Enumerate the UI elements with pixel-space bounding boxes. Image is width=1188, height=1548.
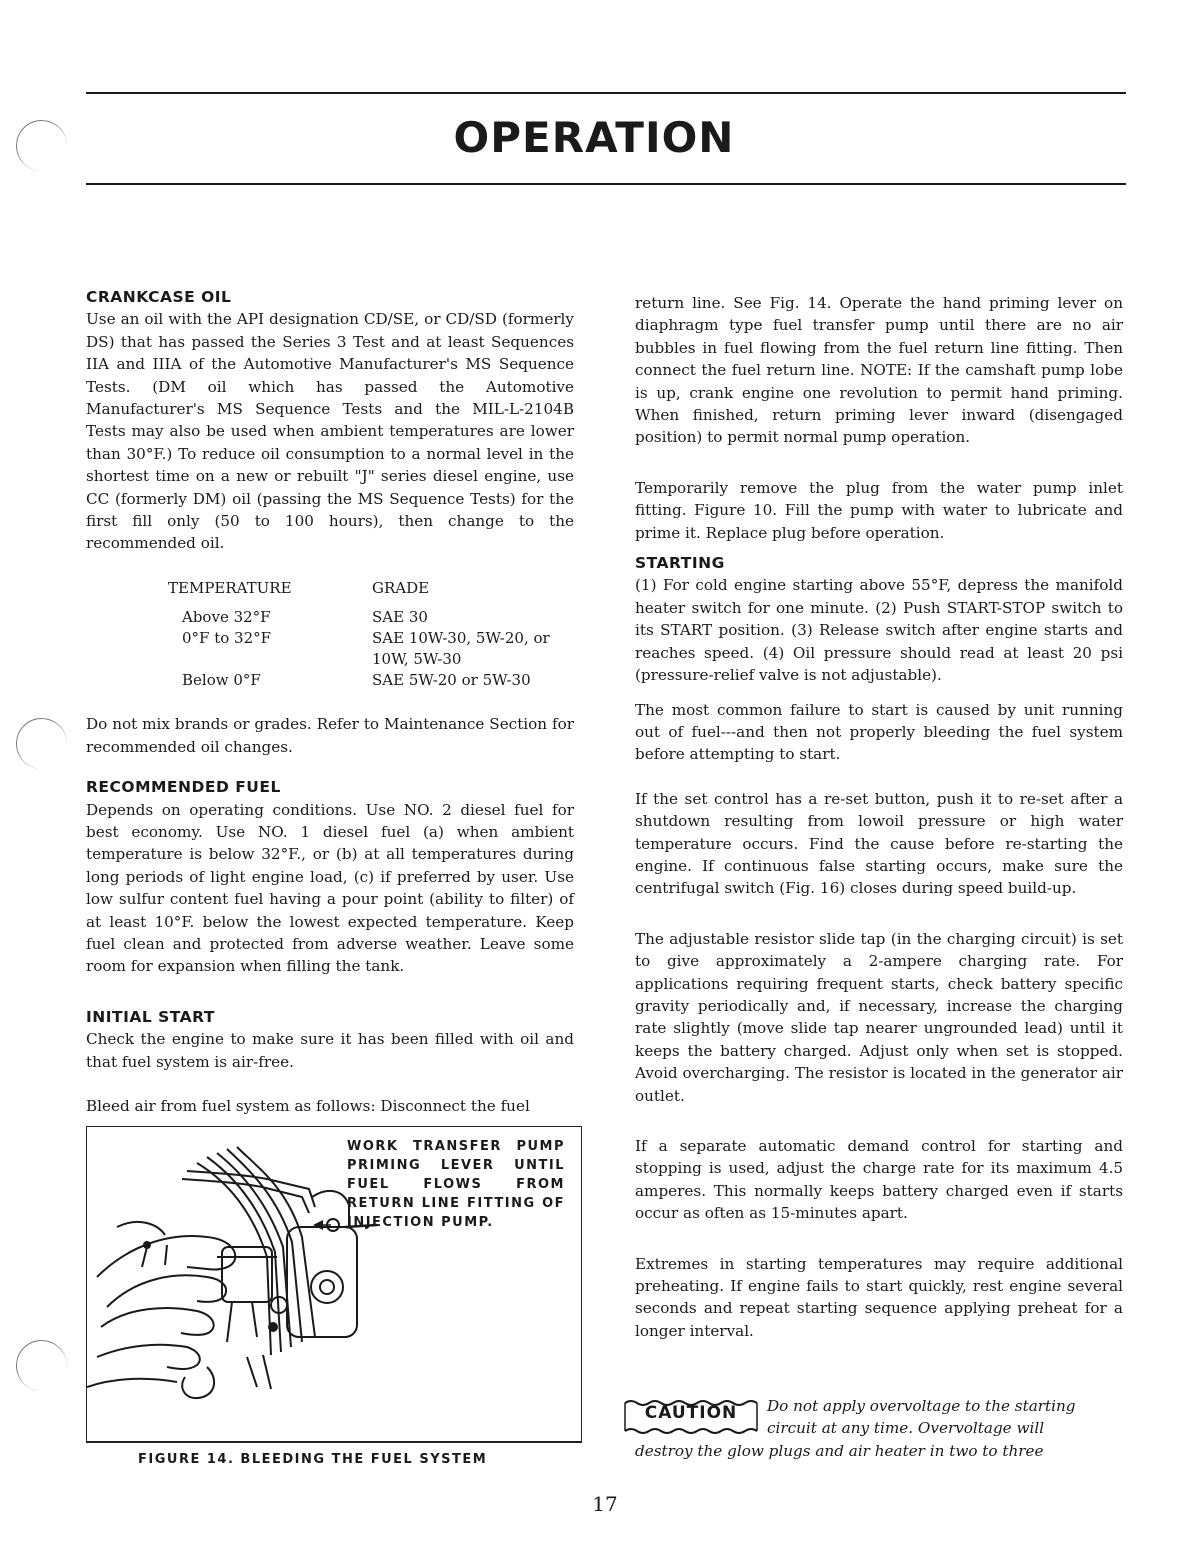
reset-button-paragraph: If the set control has a re-set button, push it to re-set after a shutdown resulting from lowoil pressure or high water temperature occurs. Find the cause before re-starting the engine. If continuous false starting occurs, make sure the centrifugal switch (Fig. 16) closes during speed build-up. — [635, 789, 1123, 898]
grade-cell: SAE 30 — [372, 608, 428, 627]
water-pump-paragraph: Temporarily remove the plug from the water pump inlet fitting. Figure 10. Fill the pump with water to lubricate and prime it. Replace plug before operation. — [635, 478, 1123, 542]
binder-hole-middle — [14, 716, 69, 771]
caution-line-1: Do not apply overvoltage to the starting — [767, 1397, 1076, 1415]
left-column — [86, 286, 574, 1117]
temperature-cell: Above 32°F — [182, 608, 271, 627]
grade-table-header-temperature: TEMPERATURE — [168, 578, 292, 597]
fuel-pump-illustration — [87, 1127, 387, 1437]
recommended-fuel-paragraph: Depends on operating conditions. Use NO. 2 diesel fuel for best economy. Use NO. 1 diesel fuel (a) when ambient temperature is below 32°F., or (b) at all temperatures during long periods of light engine load, (c) if preferred by user. Use low sulfur content fuel having a pour point (ability to filter) of at least 10°F. below the lowest expected temperature. Keep fuel clean and protected from adverse weather. Leave some room for expansion when filling the tank. — [86, 800, 574, 976]
right-column — [635, 292, 1123, 1342]
figure-caption: FIGURE 14. BLEEDING THE FUEL SYSTEM — [138, 1452, 488, 1467]
page-title: OPERATION — [453, 113, 735, 162]
grade-cell: SAE 10W-30, 5W-20, or 10W, 5W-30 — [372, 629, 550, 669]
failure-to-start-paragraph: The most common failure to start is caused by unit running out of fuel---and then not properly bleeding the fuel system before attempting to start. — [635, 700, 1123, 764]
starting-paragraph: (1) For cold engine starting above 55°F, depress the manifold heater switch for one minute. (2) Push START-STOP switch to its START position. (3) Release switch after engine starts and reaches speed. (4) Oil pressure should read at least 20 psi (pressure-relief valve is not adjustable). — [635, 576, 1123, 685]
caution-line-3: destroy the glow plugs and air heater in two to three — [635, 1441, 1044, 1460]
recommended-fuel-heading: RECOMMENDED FUEL — [86, 778, 281, 797]
binder-hole-bottom — [14, 1338, 69, 1393]
caution-line-2: circuit at any time. Overvoltage will — [767, 1419, 1045, 1438]
caution-note — [621, 1395, 1123, 1462]
page-number: 17 — [592, 1492, 618, 1516]
initial-start-paragraph: Check the engine to make sure it has been filled with oil and that fuel system is air-free. — [86, 1030, 574, 1071]
oil-mix-note: Do not mix brands or grades. Refer to Maintenance Section for recommended oil changes. — [86, 715, 574, 756]
crankcase-oil-heading: CRANKCASE OIL — [86, 288, 232, 306]
table-row — [168, 628, 562, 670]
table-row — [168, 670, 562, 691]
oil-grade-table — [168, 577, 562, 691]
figure-callout: WORK TRANSFER PUMP PRIMING LEVER UNTIL FUEL FLOWS FROM RETURN LINE FITTING OF INJECTION PUMP. — [347, 1139, 565, 1230]
temperature-cell: Below 0°F — [182, 671, 261, 690]
starting-heading: STARTING — [635, 554, 725, 573]
initial-start-heading: INITIAL START — [86, 1007, 215, 1026]
header-rule-bottom — [86, 183, 1126, 185]
crankcase-oil-paragraph: Use an oil with the API designation CD/SE, or CD/SD (formerly DS) that has passed the Series 3 Test and at least Sequences IIA and IIIA of the Automotive Manufacturer's MS Sequence Tests. (DM oil which has passed the Automotive Manufacturer's MS Sequence Tests and the MIL-L-2104B Tests may also be used when ambient temperatures are lower than 30°F.) To reduce oil consumption to a normal level in the shortest time on a new or rebuilt "J" series diesel engine, use CC (formerly DM) oil (passing the MS Sequence Tests) for the first fill only (50 to 100 hours), then change to the recommended oil. — [86, 310, 574, 553]
grade-table-header-grade: GRADE — [372, 578, 430, 597]
temperature-cell: 0°F to 32°F — [182, 629, 272, 648]
preheat-paragraph: Extremes in starting temperatures may require additional preheating. If engine fails to start quickly, rest engine several seconds and repeat starting sequence applying preheat for a longer interval. — [635, 1254, 1123, 1340]
bleed-air-paragraph: Bleed air from fuel system as follows: Disconnect the fuel — [86, 1096, 530, 1115]
figure-14 — [86, 1126, 582, 1443]
resistor-tap-paragraph: The adjustable resistor slide tap (in the charging circuit) is set to give approximately a 2-ampere charging rate. For applications requiring frequent starts, check battery specific gravity periodically and, if necessary, increase the charging rate slightly (move slide tap nearer ungrounded lead) until it keeps the battery charged. Adjust only when set is stopped. Avoid overcharging. The resistor is located in the generator air outlet. — [635, 929, 1123, 1105]
table-row — [168, 607, 562, 628]
grade-cell: SAE 5W-20 or 5W-30 — [372, 671, 531, 690]
demand-control-paragraph: If a separate automatic demand control for starting and stopping is used, adjust the charge rate for its maximum 4.5 amperes. This normally keeps battery charged even if starts occur as often as 15-minutes apart. — [635, 1137, 1123, 1223]
header-rule-top — [86, 92, 1126, 94]
caution-label: CAUTION — [644, 1403, 738, 1423]
fuel-return-paragraph: return line. See Fig. 14. Operate the hand priming lever on diaphragm type fuel transfer pump until there are no air bubbles in fuel flowing from the fuel return line fitting. Then connect the fuel return line. NOTE: If the camshaft pump lobe is up, crank engine one revolution to permit hand priming. When finished, return priming lever inward (disengaged position) to permit normal pump operation. — [635, 294, 1123, 447]
